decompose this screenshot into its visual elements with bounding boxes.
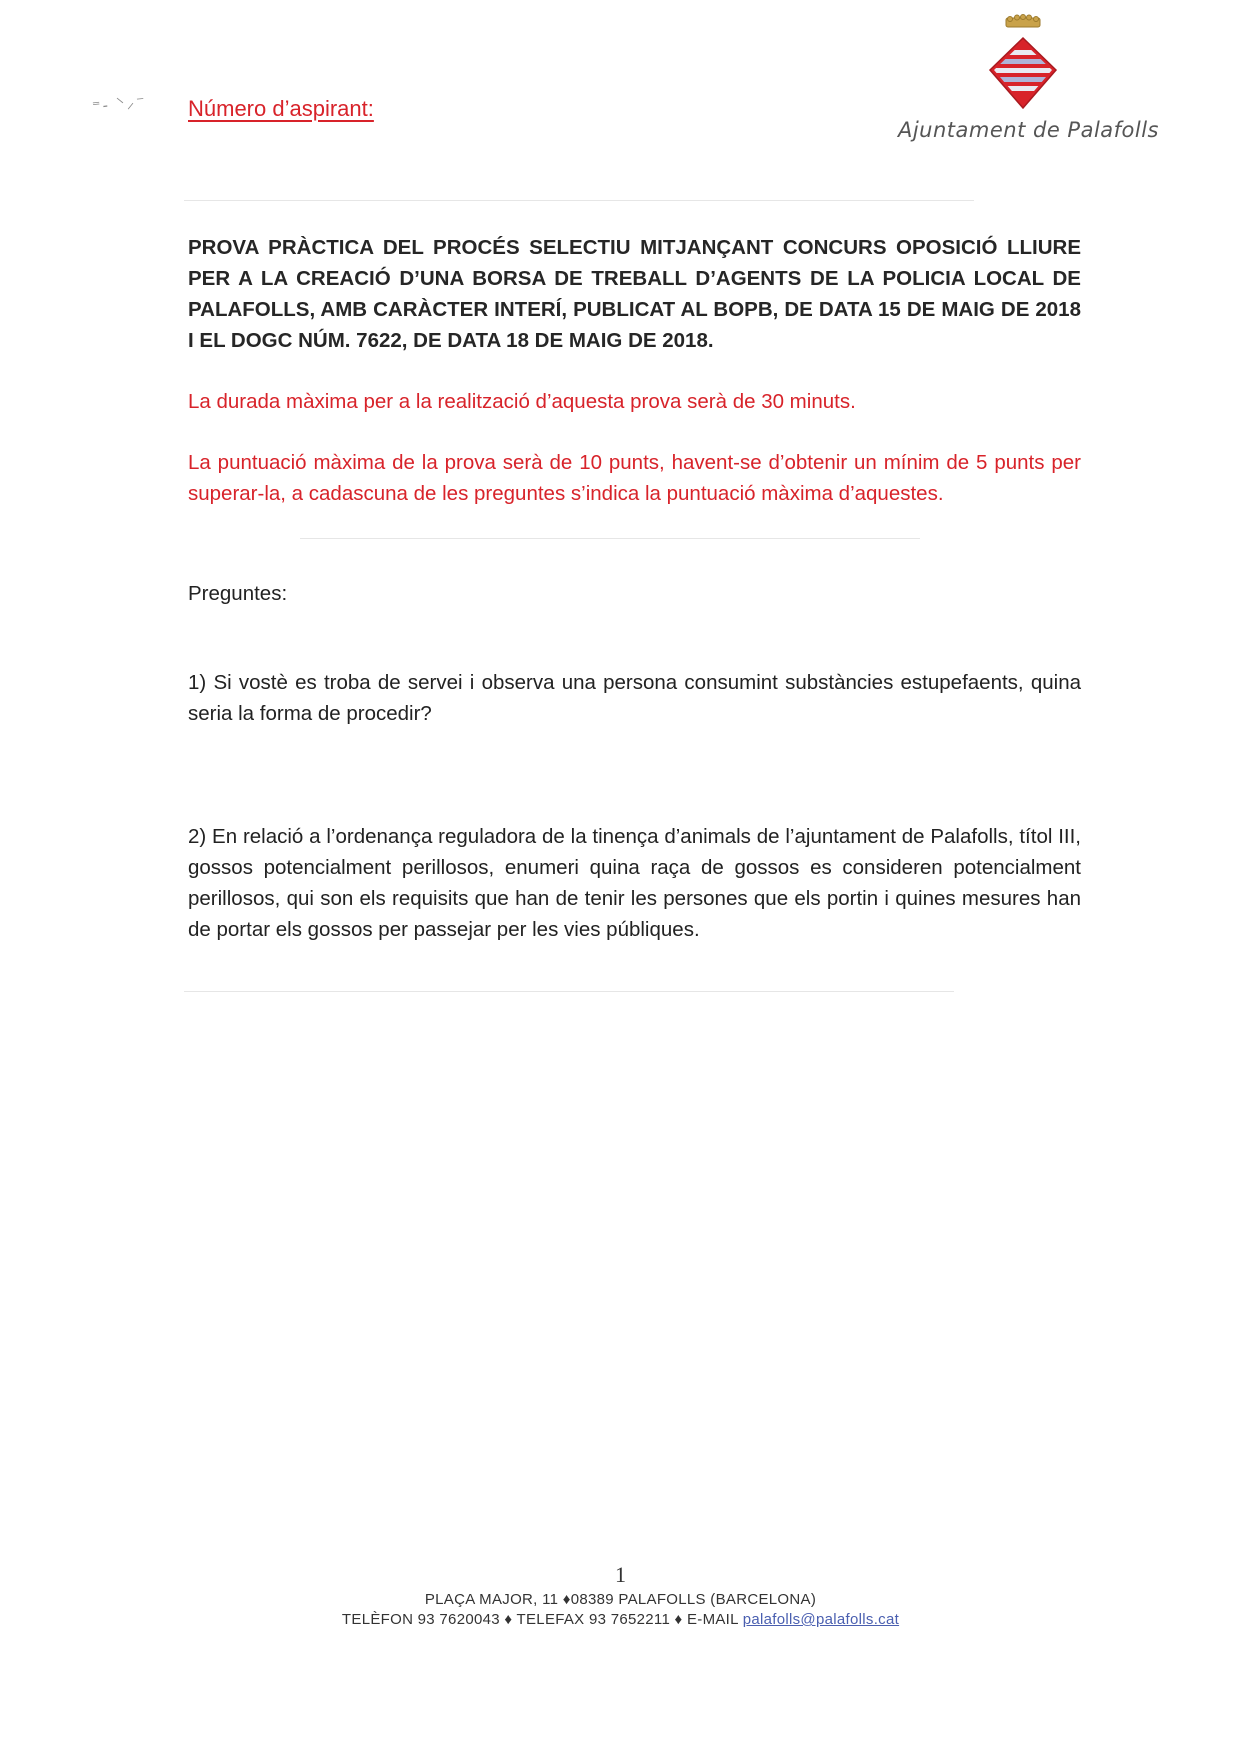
- score-note: La puntuació màxima de la prova serà de 10 punts, havent-se d’obtenir un mínim de 5 punts per superar-la, a cadascuna de les preguntes s’indica la puntuació màxima d’aquestes.: [188, 451, 1081, 505]
- coat-of-arms-icon: [982, 14, 1064, 118]
- aspirant-number-label: Número d’aspirant:: [188, 96, 374, 121]
- divider: [300, 538, 920, 539]
- question-1: 1) Si vostè es troba de servei i observa una persona consumint substàncies estupefaents, quina seria la forma de procedir?: [188, 671, 1081, 725]
- duration-note: La durada màxima per a la realització d’aquesta prova serà de 30 minuts.: [188, 390, 856, 413]
- footer-address: PLAÇA MAJOR, 11 ♦08389 PALAFOLLS (BARCELONA): [424, 1591, 817, 1608]
- scan-artifact: ⁼- ⸌⸝⁻: [91, 93, 148, 116]
- footer-phone-fax: TELÈFON 93 7620043 ♦ TELEFAX 93 7652211 ♦ E-MAIL: [341, 1611, 743, 1628]
- questions-heading: Preguntes:: [188, 582, 288, 605]
- divider: [184, 991, 954, 992]
- municipality-name: Ajuntament de Palafolls: [897, 118, 1159, 142]
- page-number: 1: [615, 1562, 626, 1587]
- question-2: 2) En relació a l’ordenança reguladora de la tinença d’animals de l’ajuntament de Palafolls, títol III, gossos potencialment perillosos, enumeri quina raça de gossos es consideren potencialment perillosos, qui son els requisits que han de tenir les persones que els portin i quines mesures han de portar els gossos per passejar per les vies públiques.: [188, 825, 1081, 941]
- document-title: PROVA PRÀCTICA DEL PROCÉS SELECTIU MITJANÇANT CONCURS OPOSICIÓ LLIURE PER A LA CREACIÓ D’UNA BORSA DE TREBALL D’AGENTS DE LA POLICIA LOCAL DE PALAFOLLS, AMB CARÀCTER INTERÍ, PUBLICAT AL BOPB, DE DATA 15 DE MAIG DE 2018 I EL DOGC NÚM. 7622, DE DATA 18 DE MAIG DE 2018.: [188, 236, 1081, 352]
- footer-contact: [0, 1611, 1241, 1628]
- divider: [184, 200, 974, 201]
- email-link[interactable]: palafolls@palafolls.cat: [742, 1611, 900, 1628]
